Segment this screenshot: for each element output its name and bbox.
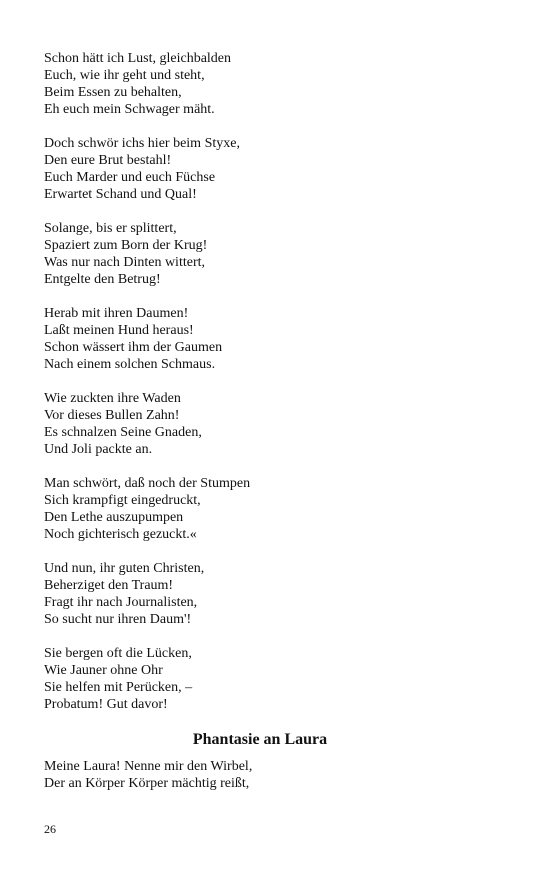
poem-line: Entgelte den Betrug! bbox=[44, 272, 161, 287]
poem-line: Vor dieses Bullen Zahn! bbox=[44, 408, 180, 423]
poem-line: Man schwört, daß noch der Stumpen bbox=[44, 476, 251, 491]
poem-line: Noch gichterisch gezuckt.« bbox=[44, 527, 197, 542]
poem-line: Euch Marder und euch Füchse bbox=[44, 170, 216, 185]
stanza bbox=[44, 220, 504, 288]
poem-line: Beim Essen zu behalten, bbox=[44, 85, 182, 100]
poem-line: Beherziget den Traum! bbox=[44, 578, 174, 593]
poem-line: Den Lethe auszupumpen bbox=[44, 510, 184, 525]
poem-line: Euch, wie ihr geht und steht, bbox=[44, 68, 205, 83]
stanza bbox=[44, 475, 504, 543]
poem-line: Eh euch mein Schwager mäht. bbox=[44, 102, 215, 117]
poem-line: Schon wässert ihm der Gaumen bbox=[44, 340, 223, 355]
stanza bbox=[44, 305, 504, 373]
poem-line: Solange, bis er splittert, bbox=[44, 221, 177, 236]
stanza bbox=[44, 135, 504, 203]
next-poem-opening bbox=[44, 758, 252, 792]
poem-title: Phantasie an Laura bbox=[192, 731, 328, 748]
poem-line: Und nun, ihr guten Christen, bbox=[44, 561, 205, 576]
poem-line: Laßt meinen Hund heraus! bbox=[44, 323, 194, 338]
poem-line: Erwartet Schand und Qual! bbox=[44, 187, 197, 202]
poem-body bbox=[44, 50, 504, 730]
poem-line: Und Joli packte an. bbox=[44, 442, 153, 457]
poem-line: Doch schwör ichs hier beim Styxe, bbox=[44, 136, 240, 151]
poem-line: Sie helfen mit Perücken, – bbox=[44, 680, 193, 695]
poem-line: Fragt ihr nach Journalisten, bbox=[44, 595, 198, 610]
poem-line: Der an Körper Körper mächtig reißt, bbox=[44, 776, 250, 791]
stanza bbox=[44, 645, 504, 713]
stanza bbox=[44, 390, 504, 458]
poem-line: Den eure Brut bestahl! bbox=[44, 153, 172, 168]
poem-line: Was nur nach Dinten wittert, bbox=[44, 255, 205, 270]
poem-line: Es schnalzen Seine Gnaden, bbox=[44, 425, 202, 440]
poem-line: Wie Jauner ohne Ohr bbox=[44, 663, 163, 678]
poem-line: Nach einem solchen Schmaus. bbox=[44, 357, 216, 372]
poem-line: So sucht nur ihren Daum'! bbox=[44, 612, 192, 627]
stanza bbox=[44, 560, 504, 628]
poem-line: Sie bergen oft die Lücken, bbox=[44, 646, 192, 661]
poem-line: Schon hätt ich Lust, gleichbalden bbox=[44, 51, 232, 66]
poem-line: Meine Laura! Nenne mir den Wirbel, bbox=[44, 759, 253, 774]
poem-line: Sich krampfigt eingedruckt, bbox=[44, 493, 201, 508]
poem-line: Probatum! Gut davor! bbox=[44, 697, 168, 712]
poem-line: Spaziert zum Born der Krug! bbox=[44, 238, 208, 253]
poem-line: Herab mit ihren Daumen! bbox=[44, 306, 189, 321]
poem-line: Wie zuckten ihre Waden bbox=[44, 391, 181, 406]
stanza bbox=[44, 50, 504, 118]
page-number: 26 bbox=[44, 822, 56, 836]
